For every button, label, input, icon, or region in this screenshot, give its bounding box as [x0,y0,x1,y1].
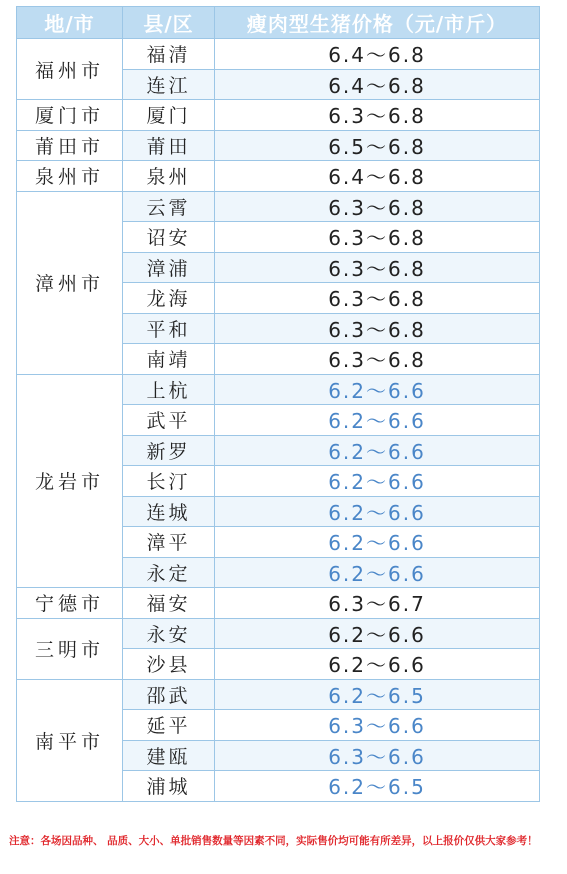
table-row [17,374,540,405]
header-price: 瘦肉型生猪价格（元/市斤） [215,7,540,39]
price-cell: 6.2～6.6 [215,496,540,527]
city-cell: 龙岩市 [17,374,123,588]
county-cell: 漳浦 [123,252,215,283]
county-cell: 邵武 [123,679,215,710]
price-cell: 6.3～6.8 [215,222,540,253]
price-cell: 6.3～6.8 [215,283,540,314]
price-cell: 6.3～6.7 [215,588,540,619]
table-row [17,130,540,161]
county-cell: 诏安 [123,222,215,253]
price-cell: 6.2～6.6 [215,649,540,680]
county-cell: 永定 [123,557,215,588]
city-cell: 南平市 [17,679,123,801]
price-cell: 6.3～6.8 [215,100,540,131]
county-cell: 新罗 [123,435,215,466]
county-cell: 云霄 [123,191,215,222]
county-cell: 沙县 [123,649,215,680]
county-cell: 泉州 [123,161,215,192]
price-cell: 6.3～6.6 [215,710,540,741]
county-cell: 莆田 [123,130,215,161]
county-cell: 武平 [123,405,215,436]
county-cell: 上杭 [123,374,215,405]
price-cell: 6.4～6.8 [215,69,540,100]
price-cell: 6.2～6.6 [215,466,540,497]
city-cell: 泉州市 [17,161,123,192]
table-row [17,618,540,649]
table-row [17,679,540,710]
price-cell: 6.2～6.6 [215,405,540,436]
note-label: 注意： [9,835,41,847]
county-cell: 连江 [123,69,215,100]
price-sheet [16,6,539,802]
city-cell: 厦门市 [17,100,123,131]
price-cell: 6.3～6.8 [215,252,540,283]
price-cell: 6.3～6.8 [215,313,540,344]
city-cell: 宁德市 [17,588,123,619]
disclaimer-note [9,831,559,852]
price-cell: 6.2～6.6 [215,435,540,466]
price-cell: 6.2～6.6 [215,374,540,405]
price-cell: 6.2～6.6 [215,527,540,558]
county-cell: 厦门 [123,100,215,131]
price-cell: 6.4～6.8 [215,39,540,70]
price-cell: 6.3～6.8 [215,344,540,375]
header-city: 地/市 [17,7,123,39]
price-cell: 6.3～6.8 [215,191,540,222]
city-cell: 福州市 [17,39,123,100]
table-row [17,191,540,222]
price-cell: 6.2～6.5 [215,771,540,802]
city-cell: 莆田市 [17,130,123,161]
table-row [17,39,540,70]
pig-price-table [16,6,540,802]
county-cell: 延平 [123,710,215,741]
county-cell: 龙海 [123,283,215,314]
county-cell: 永安 [123,618,215,649]
county-cell: 平和 [123,313,215,344]
table-header-row [17,7,540,39]
county-cell: 漳平 [123,527,215,558]
county-cell: 福清 [123,39,215,70]
note-text: 各场因品种、 品质、大小、单批销售数量等因素不同，实际售价均可能有所差异，以上报价仅供大家参考！ [40,835,538,847]
county-cell: 连城 [123,496,215,527]
city-cell: 漳州市 [17,191,123,374]
county-cell: 浦城 [123,771,215,802]
price-cell: 6.2～6.6 [215,557,540,588]
table-row [17,100,540,131]
county-cell: 福安 [123,588,215,619]
city-cell: 三明市 [17,618,123,679]
price-cell: 6.3～6.6 [215,740,540,771]
price-cell: 6.2～6.6 [215,618,540,649]
price-cell: 6.4～6.8 [215,161,540,192]
price-cell: 6.5～6.8 [215,130,540,161]
county-cell: 南靖 [123,344,215,375]
table-body [17,39,540,802]
table-row [17,161,540,192]
table-row [17,588,540,619]
price-cell: 6.2～6.5 [215,679,540,710]
header-county: 县/区 [123,7,215,39]
county-cell: 建瓯 [123,740,215,771]
county-cell: 长汀 [123,466,215,497]
